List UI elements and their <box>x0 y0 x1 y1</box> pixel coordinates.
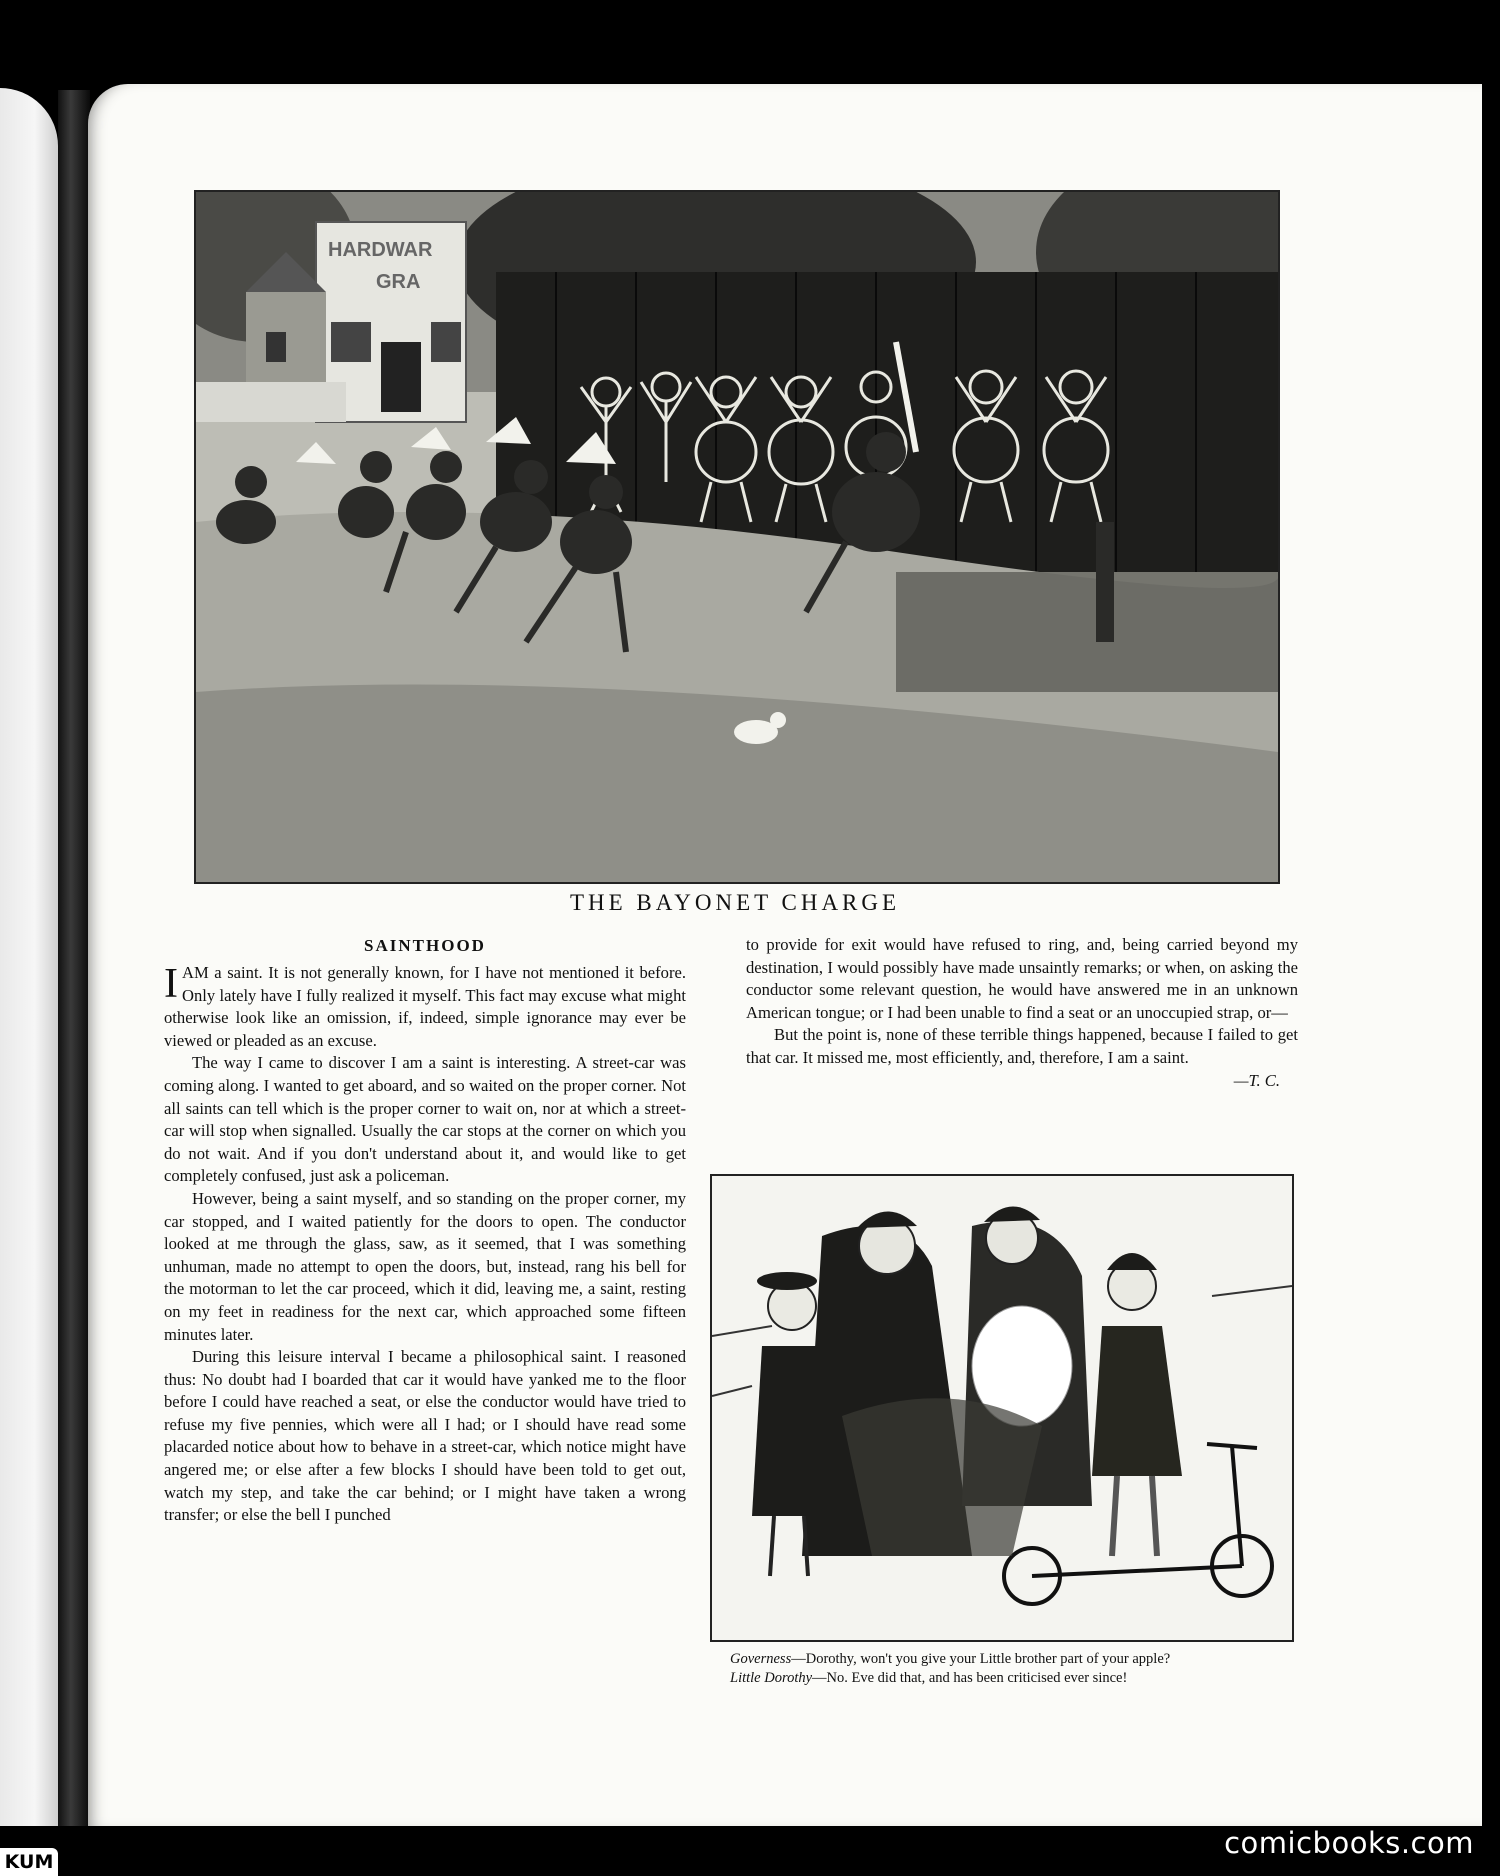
article-paragraph-6: But the point is, none of these terrible things happened, because I failed to get that car. It missed me, most efficiently, and, therefore, I am a saint. <box>746 1025 1298 1067</box>
cartoon-caption <box>730 1650 1290 1688</box>
article-left-column <box>164 936 686 1527</box>
caption-speaker-1: Governess <box>730 1651 792 1667</box>
caption-line-2 <box>730 1669 1290 1688</box>
store-sign-top: HARDWAR <box>328 239 433 261</box>
illustration-title: THE BAYONET CHARGE <box>569 890 901 915</box>
drop-cap: I <box>164 961 178 1007</box>
store-sign-bottom: GRA <box>376 271 421 293</box>
article-paragraph-4: During this leisure interval I became a philosophical saint. I reasoned thus: No doubt had I boarded that car it would have yanked me to the floor before I could have reached a seat, or else the conductor would have tried to refuse my five pennies, which were all I had; or I should have read some placarded notice about how to behave in a street-car, which notice might have angered me; or else after a few blocks I should have been told to get out, watch my step, and take the car behind; or I might have taken a wrong transfer; or else the bell I punched <box>164 1347 686 1525</box>
caption-text-2: —No. Eve did that, and has been criticised ever since! <box>812 1670 1128 1686</box>
governess-cartoon-illustration <box>710 1174 1294 1642</box>
article-paragraph-5: to provide for exit would have refused to ring, and, being carried beyond my destination, I would possibly have made unsaintly remarks; or when, on asking the conductor some relevant question, he would have answered me in an unknown American tongue; or I had been unable to find a seat or an unoccupied strap, or— <box>746 935 1298 1022</box>
article-signature-line <box>746 1070 1298 1093</box>
corner-tab-label: KUM <box>0 1848 58 1876</box>
caption-line-1 <box>730 1650 1290 1669</box>
caption-text-1: —Dorothy, won't you give your Little brother part of your apple? <box>791 1651 1171 1667</box>
article-heading: SAINTHOOD <box>364 936 486 955</box>
article-signature: —T. C. <box>1233 1070 1280 1090</box>
book-gutter <box>58 90 90 1830</box>
bayonet-charge-illustration <box>194 190 1280 884</box>
watermark: comicbooks.com <box>1224 1826 1474 1860</box>
caption-speaker-2: Little Dorothy <box>730 1670 813 1686</box>
article-paragraph-1: IAM a saint. It is not generally known, for I have not mentioned it before. Only lately have I fully realized it myself. This fact may excuse what might otherwise look like an omission, if, indeed, simple ignorance may ever be viewed or pleaded as an excuse. <box>164 961 686 1050</box>
facing-page-edge <box>0 88 58 1828</box>
article-paragraph-3: However, being a saint myself, and so standing on the proper corner, my car stopped, and I waited patiently for the doors to open. The conductor looked at me through the glass, saw, as it seemed, that I was something unhuman, made no attempt to open the doors, but, instead, rang his bell for the motorman to let the car proceed, which it did, leaving me, a saint, resting on my feet in readiness for the next car, which approached some fifteen minutes later. <box>164 1188 686 1344</box>
article-right-column <box>746 934 1298 1092</box>
magazine-page <box>88 84 1482 1826</box>
article-paragraph-2: The way I came to discover I am a saint is interesting. A street-car was coming along. I wanted to get aboard, and so waited on the proper corner. Not all saints can tell which is the proper corner to wait on, nor at which a street-car will stop when signalled. Usually the car stops at the corner on which you do not wait. And if you don't understand about it, and would like to get completely confused, just ask a policeman. <box>164 1053 686 1186</box>
